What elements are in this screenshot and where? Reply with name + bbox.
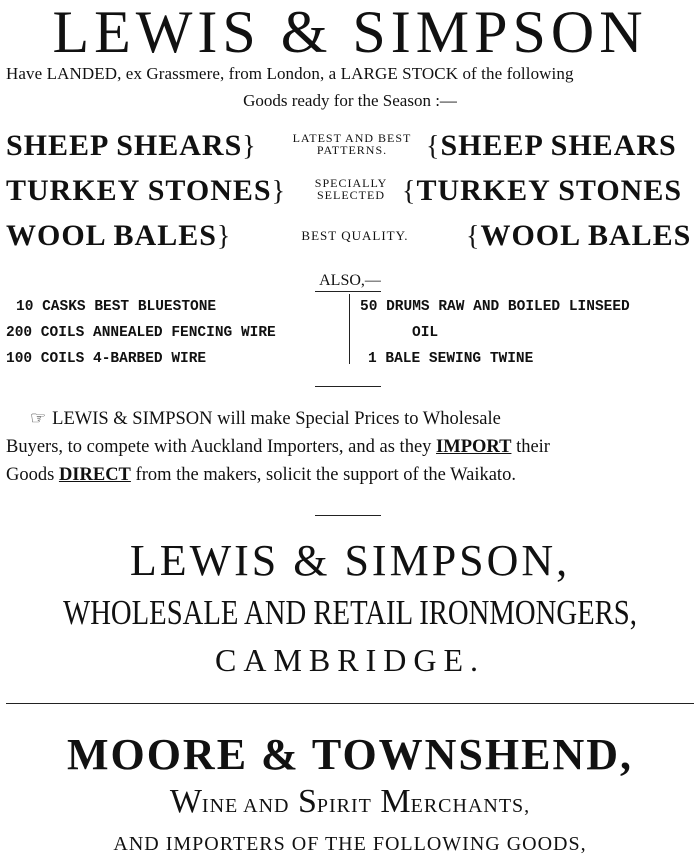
items-right-list xyxy=(360,294,630,372)
list-item: 200 COILS ANNEALED FENCING WIRE xyxy=(6,325,276,341)
list-item: 100 COILS 4-BARBED WIRE xyxy=(6,351,207,367)
also-label: ALSO,— xyxy=(319,272,381,289)
ad2-title: MOORE & TOWNSHEND, xyxy=(66,730,634,779)
section-divider xyxy=(6,703,694,704)
product-row-turkey-stones xyxy=(0,171,700,211)
row-note: BEST QUALITY. xyxy=(301,228,409,243)
firm-trade: WHOLESALE AND RETAIL IRONMONGERS, xyxy=(63,593,637,632)
wholesale-paragraph: ☞ LEWIS & SIMPSON will make Special Prices to Wholesale Buyers, to compete with Auckland Importers, and as they IMPORT their Goods DIRECT from the makers, solicit the support of the Waikato. xyxy=(6,404,696,489)
row-right-label: {SHEEP SHEARS xyxy=(426,129,677,162)
ad2-subtitle: WINE AND SPIRIT MERCHANTS, xyxy=(169,783,531,820)
list-item: OIL xyxy=(412,325,439,341)
product-row-sheep-shears xyxy=(0,126,700,166)
row-note: LATEST AND BEST PATTERNS. xyxy=(292,131,412,157)
row-left-label: WOOL BALES} xyxy=(6,219,232,252)
row-right-label: {WOOL BALES xyxy=(466,219,692,252)
ad1-title: LEWIS & SIMPSON xyxy=(52,0,648,65)
row-right-label: {TURKEY STONES xyxy=(402,174,683,207)
divider xyxy=(315,515,381,516)
items-left-list xyxy=(6,294,276,372)
divider xyxy=(315,386,381,387)
product-row-wool-bales xyxy=(0,216,700,256)
pointing-hand-icon: ☞ xyxy=(30,408,47,428)
row-left-label: SHEEP SHEARS} xyxy=(6,129,257,162)
ad1-intro-line1: Have LANDED, ex Grassmere, from London, a LARGE STOCK of the following xyxy=(6,64,574,83)
ad1-intro-line2: Goods ready for the Season :— xyxy=(243,91,457,110)
list-item: 10 CASKS BEST BLUESTONE xyxy=(16,299,217,315)
ad2-line: AND IMPORTERS OF THE FOLLOWING GOODS, xyxy=(113,833,587,855)
firm-name: LEWIS & SIMPSON, xyxy=(129,536,571,585)
list-item: 50 DRUMS RAW AND BOILED LINSEED xyxy=(360,299,630,315)
row-note: SPECIALLY SELECTED xyxy=(314,176,388,202)
list-item: 1 BALE SEWING TWINE xyxy=(368,351,534,367)
firm-city: CAMBRIDGE. xyxy=(214,642,485,678)
divider xyxy=(315,291,381,292)
row-left-label: TURKEY STONES} xyxy=(6,174,287,207)
column-divider xyxy=(349,294,350,364)
